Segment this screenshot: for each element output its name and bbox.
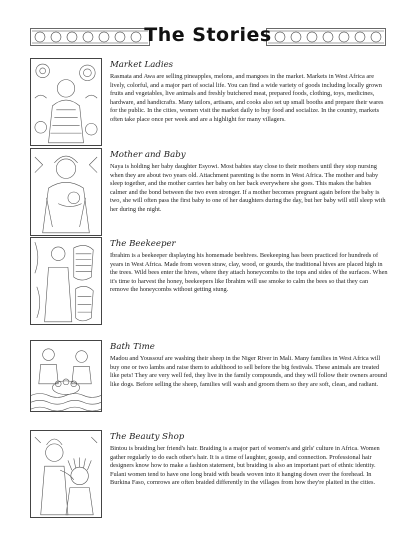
story-body: Rasmata and Awa are selling pineapples, melons, and mangoes in the market. Markets in West Africa are lively, colorful, and a major part of social life. You can find a wide variety of goods including locally grown fruits and vegetables, live animals and freshly butchered meat, prepared foods, clothing, toys, medicines, hardware, and handicrafts. Many tailors, artisans, and cooks also set up small booths and prepare their wares for the public. In the cities, women visit the market daily to buy food and socialize. In the country, markets often take place once per week and are a highlight for many villagers. bbox=[110, 73, 384, 123]
illustration-beekeeper bbox=[30, 237, 102, 325]
mother-and-baby-illustration-icon bbox=[31, 149, 101, 235]
story-title: The Beauty Shop bbox=[110, 432, 185, 442]
market-ladies-illustration-icon bbox=[31, 59, 101, 145]
story-title: Market Ladies bbox=[110, 60, 174, 70]
story-body: Ibrahim is a beekeeper displaying his homemade beehives. Beekeeping has been practiced for hundreds of years in West Africa. Made from woven straw, clay, wood, or gourds, the traditional hives are placed high in the trees. Wild bees enter the hives, where they attach honeycombs to the tops and sides of the surfaces. When it's time to harvest the honey, beekeepers like Ibrahim will use smoke to calm the bees so that they can remove the honeycombs without getting stung. bbox=[110, 252, 388, 293]
beekeeper-illustration-icon bbox=[31, 238, 101, 324]
story-bath-time bbox=[30, 340, 390, 432]
bath-time-illustration-icon bbox=[31, 341, 101, 411]
page-title: The Stories bbox=[144, 24, 272, 46]
illustration-mother-and-baby bbox=[30, 148, 102, 236]
beauty-shop-illustration-icon bbox=[31, 431, 101, 517]
story-the-beauty-shop bbox=[30, 430, 390, 522]
title-banner bbox=[30, 22, 386, 52]
story-the-beekeeper bbox=[30, 237, 390, 329]
story-title: Mother and Baby bbox=[110, 150, 186, 160]
illustration-bath-time bbox=[30, 340, 102, 412]
story-mother-and-baby bbox=[30, 148, 390, 240]
story-title: The Beekeeper bbox=[110, 239, 176, 249]
illustration-market-ladies bbox=[30, 58, 102, 146]
story-body: Madou and Youssouf are washing their sheep in the Niger River in Mali. Many families in West Africa will buy one or two lambs and raise them to adulthood to sell before the big festivals. These animals are treated like pets! They are very well fed, they live in the family compounds, and they will follow their owners around like dogs. Before selling the sheep, families will wash and groom them so they are soft, clean, and radiant. bbox=[110, 355, 388, 388]
story-body: Bintou is braiding her friend's hair. Braiding is a major part of women's and girls' culture in Africa. Women gather regularly to do each other's hair. It is a time of laughter, gossip, and connection. Professional hair designers know how to make a fashion statement, but braiding is also an important part of ethnic identity. Fulani women tend to have one long braid with beads woven into it hanging down over the forehead. In Burkina Faso, cornrows are often braided differently in the villages from how they're plaited in the cities. bbox=[110, 445, 380, 486]
story-market-ladies bbox=[30, 58, 390, 150]
illustration-beauty-shop bbox=[30, 430, 102, 518]
story-body: Naya is holding her baby daughter Esyowi. Most babies stay close to their mothers until they stop nursing when they are about two years old. Attachment parenting is the norm in West Africa. The mother and baby sleep together, and the mother carries her baby on her back everywhere she goes. This makes the babies calmer and the bond between the two even stronger. If a mother becomes pregnant again before the baby is two, she will often pass the first baby to one of her daughters during the day, but her baby will still sleep with her during the night. bbox=[110, 163, 386, 213]
story-title: Bath Time bbox=[110, 342, 155, 352]
